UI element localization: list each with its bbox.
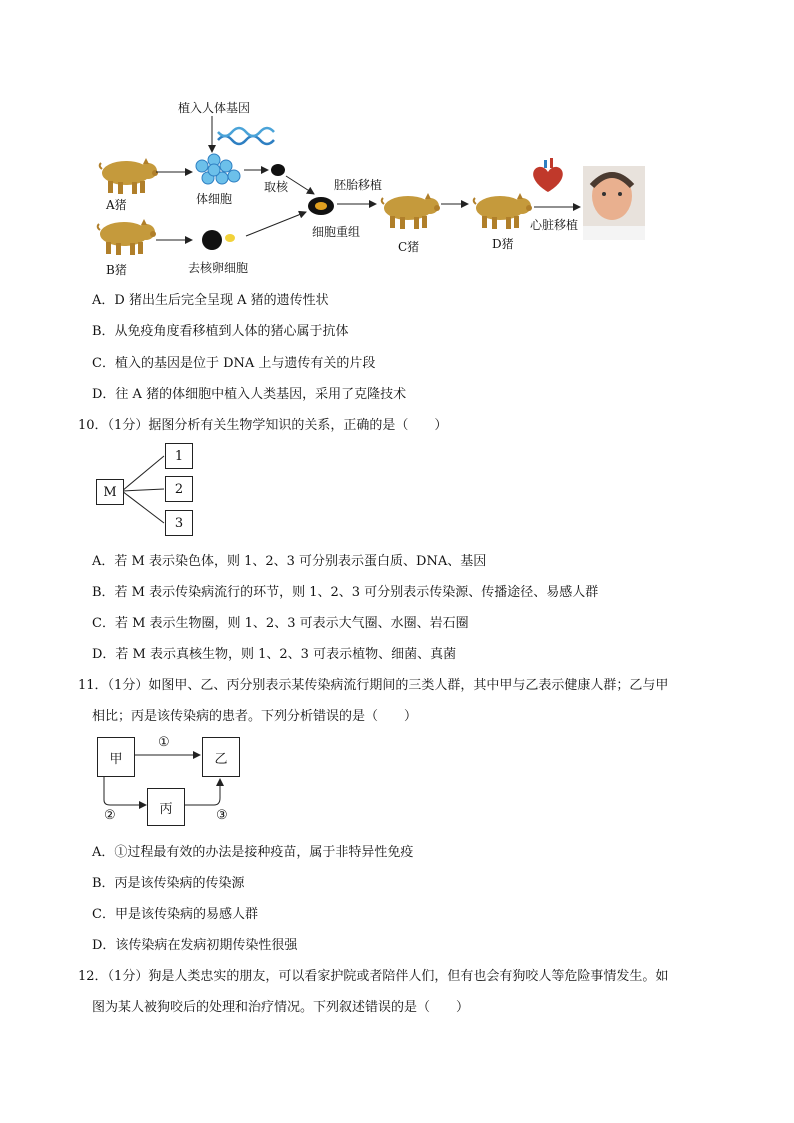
q9-option-b[interactable]: B．从免疫角度看移植到人体的猪心属于抗体 <box>92 324 349 339</box>
q11-arrow-label-3: ③ <box>216 808 228 823</box>
q10-option-d[interactable]: D．若 M 表示真核生物，则 1、2、3 可表示植物、细菌、真菌 <box>92 647 457 662</box>
q10-stem: 10．（1分）据图分析有关生物学知识的关系，正确的是（ ） <box>78 418 448 433</box>
q10-option-a[interactable]: A．若 M 表示染色体，则 1、2、3 可分别表示蛋白质、DNA、基因 <box>92 554 487 569</box>
q10-option-b[interactable]: B．若 M 表示传染病流行的环节，则 1、2、3 可分别表示传染源、传播途径、易感人群 <box>92 585 599 600</box>
label-embryo-transfer: 胚胎移植 <box>334 178 383 192</box>
q10-box-3: 3 <box>165 510 193 536</box>
label-recombined-cell: 细胞重组 <box>312 225 361 239</box>
q9-option-d[interactable]: D．往 A 猪的体细胞中植入人类基因，采用了克隆技术 <box>92 387 407 402</box>
q9-option-a[interactable]: A．D 猪出生后完全呈现 A 猪的遗传性状 <box>92 293 329 308</box>
label-pig-c: C猪 <box>398 240 420 254</box>
q11-box-bing: 丙 <box>147 788 185 826</box>
q11-box-yi: 乙 <box>202 737 240 777</box>
q11-option-b[interactable]: B．丙是该传染病的传染源 <box>92 876 245 891</box>
label-enucleated-egg: 去核卵细胞 <box>188 261 249 275</box>
q11-option-c[interactable]: C．甲是该传染病的易感人群 <box>92 907 258 922</box>
label-gene: 植入人体基因 <box>178 101 251 115</box>
q12-stem-line1: 12．（1分）狗是人类忠实的朋友，可以看家护院或者陪伴人们，但有也会有狗咬人等危险事情发生。如 <box>78 969 669 984</box>
label-pig-a: A猪 <box>106 198 127 212</box>
q11-box-jia: 甲 <box>97 737 135 777</box>
q11-arrow-label-2: ② <box>104 808 116 823</box>
q11-stem-line2: 相比；丙是该传染病的患者。下列分析错误的是（ ） <box>92 709 418 724</box>
label-pig-d: D猪 <box>492 237 514 251</box>
label-pig-b: B猪 <box>106 263 127 277</box>
q10-box-1: 1 <box>165 443 193 469</box>
label-somatic-cell: 体细胞 <box>196 192 233 206</box>
q10-box-m: M <box>96 479 124 505</box>
q12-stem-line2: 图为某人被狗咬后的处理和治疗情况。下列叙述错误的是（ ） <box>92 1000 470 1015</box>
q11-arrow-label-1: ① <box>158 735 170 750</box>
q11-option-a[interactable]: A．①过程最有效的办法是接种疫苗，属于非特异性免疫 <box>92 845 414 860</box>
q9-option-c[interactable]: C．植入的基因是位于 DNA 上与遗传有关的片段 <box>92 356 376 371</box>
q11-option-d[interactable]: D．该传染病在发病初期传染性很强 <box>92 938 298 953</box>
q10-option-c[interactable]: C．若 M 表示生物圈，则 1、2、3 可表示大气圈、水圈、岩石圈 <box>92 616 469 631</box>
q10-box-2: 2 <box>165 476 193 502</box>
label-heart-transplant: 心脏移植 <box>530 218 579 232</box>
q11-stem-line1: 11．（1分）如图甲、乙、丙分别表示某传染病流行期间的三类人群，其中甲与乙表示健康人群；乙与甲 <box>78 678 669 693</box>
label-take-nucleus: 取核 <box>264 180 289 194</box>
